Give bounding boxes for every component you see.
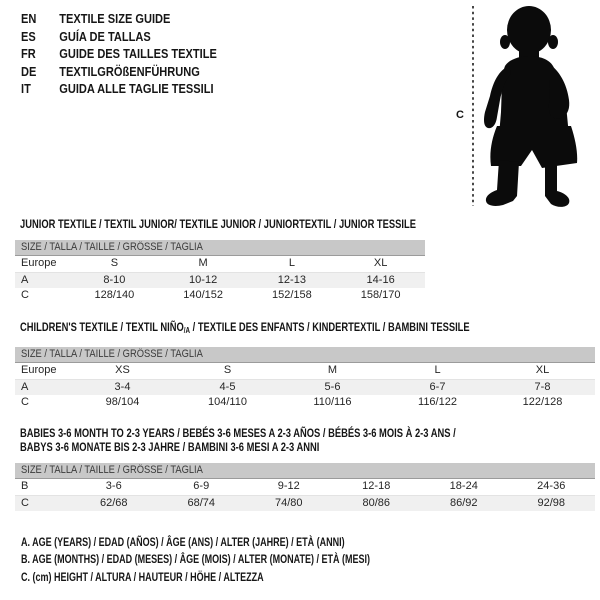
babies-table-title: BABIES 3-6 MONTH TO 2-3 YEARS / BEBÉS 3-6 MESES A 2-3 AÑOS / BÉBÉS 3-6 MOIS À 2-3 ANS / BABYS 3-6 MONATE BIS 2-3 JAHRE / BAMBINI 3-6 MESI A 2-3 ANNI — [20, 426, 456, 454]
height-cell: 152/158 — [271, 289, 312, 301]
size-header-bar: SIZE / TALLA / TAILLE / GRÖSSE / TAGLIA — [15, 347, 595, 363]
measurement-legend — [21, 534, 486, 586]
table-row — [15, 379, 595, 395]
row-label: C — [15, 495, 70, 511]
size-cell: XL — [535, 364, 550, 376]
language-code: EN — [21, 11, 37, 26]
size-header-bar: SIZE / TALLA / TAILLE / GRÖSSE / TAGLIA — [15, 240, 425, 256]
height-cell: 80/86 — [333, 495, 421, 511]
language-title: GUIDE DES TAILLES TEXTILE — [59, 46, 217, 62]
row-label: A — [15, 379, 70, 395]
language-header — [21, 10, 251, 98]
height-cell: 140/152 — [183, 289, 223, 301]
babies-textile-section — [15, 426, 595, 511]
table-row — [15, 363, 595, 379]
language-row-fr — [21, 45, 217, 63]
table-row — [15, 288, 425, 304]
table-row — [15, 479, 595, 495]
language-row-en — [21, 10, 217, 28]
height-cell: 86/92 — [420, 495, 508, 511]
table-row — [15, 495, 595, 511]
row-label: A — [15, 272, 70, 288]
age-cell: 10-12 — [159, 272, 248, 288]
childrens-textile-section — [15, 320, 595, 411]
height-cell: 116/122 — [418, 396, 457, 408]
legend-line-c: C. (cm) HEIGHT / ALTURA / HAUTEUR / HÖHE / ALTEZZA — [21, 569, 264, 584]
toddler-silhouette-icon — [484, 6, 577, 207]
language-title: GUÍA DE TALLAS — [59, 28, 151, 44]
legend-line-a: A. AGE (YEARS) / EDAD (AÑOS) / ÂGE (ANS) / ALTER (JAHRE) / ETÀ (ANNI) — [21, 535, 345, 549]
table-row — [15, 395, 595, 411]
age-cell: 4-5 — [175, 379, 280, 395]
size-cell: XL — [373, 257, 388, 269]
language-code: FR — [21, 46, 36, 62]
size-cell: S — [223, 364, 232, 376]
row-label: C — [21, 396, 29, 408]
language-row-de — [21, 63, 217, 81]
language-code: ES — [21, 28, 36, 44]
height-cell: 110/116 — [313, 396, 352, 408]
age-cell: 8-10 — [70, 272, 159, 288]
childrens-table-title: CHILDREN'S TEXTILE / TEXTIL $NIÑO_{/A}$ / TEXTILE DES ENFANTS / KINDERTEXTIL / BAMBINI TESSILE — [20, 320, 470, 335]
size-cell: L — [288, 257, 295, 269]
language-code: DE — [21, 63, 37, 79]
legend-line-b: B. AGE (MONTHS) / EDAD (MESES) / ÂGE (MOIS) / ALTER (MONATE) / ETÀ (MESI) — [21, 552, 370, 567]
age-cell: 18-24 — [449, 480, 478, 492]
height-cell: 74/80 — [245, 495, 333, 511]
age-cell: 7-8 — [490, 379, 595, 395]
table-row — [15, 256, 425, 272]
language-title: TEXTILGRÖßENFÜHRUNG — [59, 63, 200, 79]
junior-table-title: JUNIOR TEXTILE / TEXTIL JUNIOR/ TEXTILE JUNIOR / JUNIORTEXTIL / JUNIOR TESSILE — [20, 217, 416, 231]
age-cell: 9-12 — [277, 480, 300, 492]
babies-size-table — [15, 479, 595, 511]
language-row-it — [21, 80, 217, 98]
age-cell: 6-7 — [385, 379, 490, 395]
table-row — [15, 272, 425, 288]
height-cell: 122/128 — [522, 396, 563, 408]
size-cell: M — [327, 364, 338, 376]
height-cell: 158/170 — [360, 289, 401, 301]
age-cell: 5-6 — [280, 379, 385, 395]
language-title: TEXTILE SIZE GUIDE — [59, 11, 171, 26]
language-title: GUIDA ALLE TAGLIE TESSILI — [59, 81, 214, 97]
age-cell: 12-13 — [248, 272, 337, 288]
height-cell: 128/140 — [94, 289, 135, 301]
row-label: Europe — [21, 257, 57, 269]
height-measure-label: C — [456, 109, 464, 121]
toddler-figure — [445, 0, 600, 212]
language-code: IT — [21, 81, 31, 97]
height-cell: 92/98 — [508, 495, 596, 511]
height-cell: 104/110 — [208, 396, 247, 408]
age-cell: 3-4 — [70, 379, 175, 395]
size-cell: M — [198, 257, 208, 269]
junior-size-table — [15, 256, 425, 304]
junior-textile-section — [15, 217, 425, 304]
age-cell: 12-18 — [362, 480, 391, 492]
row-label: B — [21, 480, 29, 492]
size-cell: L — [434, 364, 441, 376]
childrens-size-table — [15, 363, 595, 411]
height-cell: 62/68 — [70, 495, 158, 511]
age-cell: 24-36 — [537, 480, 566, 492]
height-cell: 98/104 — [105, 396, 140, 408]
language-row-es — [21, 28, 217, 46]
age-cell: 14-16 — [336, 272, 425, 288]
age-cell: 3-6 — [105, 480, 122, 492]
size-header-bar: SIZE / TALLA / TAILLE / GRÖSSE / TAGLIA — [15, 463, 595, 479]
height-cell: 68/74 — [158, 495, 246, 511]
size-cell: S — [110, 257, 119, 269]
age-cell: 6-9 — [193, 480, 210, 492]
row-label: C — [21, 289, 29, 301]
size-cell: XS — [115, 364, 130, 376]
row-label: Europe — [21, 364, 57, 376]
